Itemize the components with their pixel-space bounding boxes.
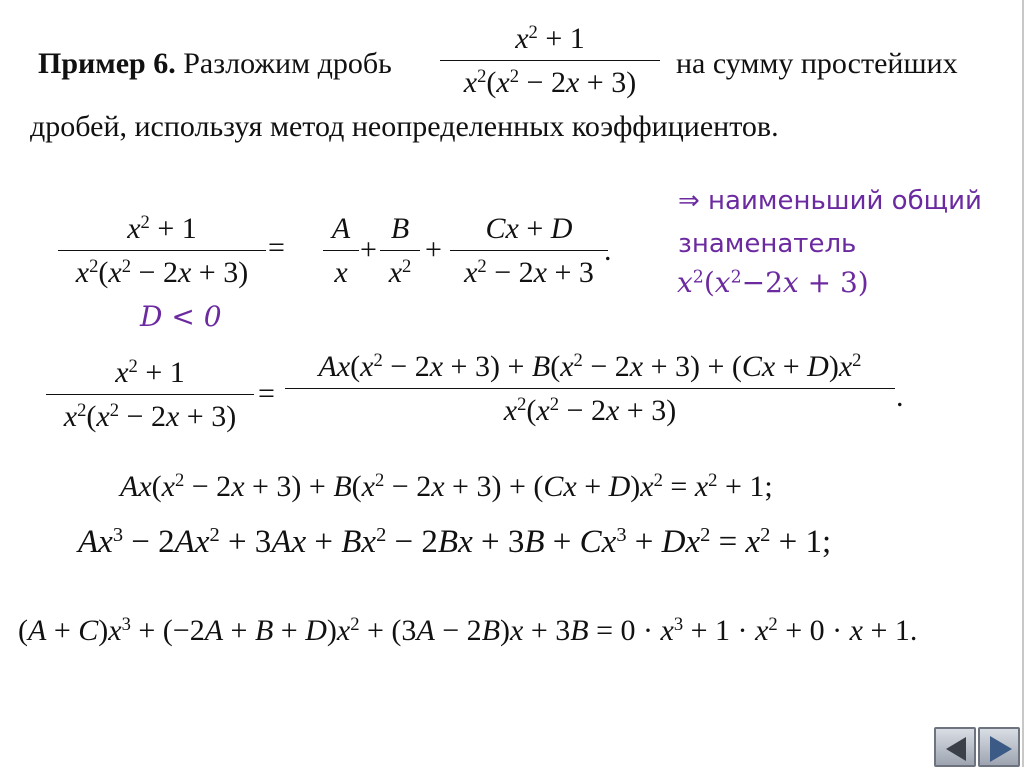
next-slide-button[interactable]	[978, 727, 1020, 767]
discriminant-note: D < 0	[140, 300, 222, 333]
triangle-left-icon	[946, 737, 966, 761]
triangle-right-icon	[990, 736, 1012, 762]
eq4-expanded: $Ax^3 - 2Ax^2 + 3Ax + Bx^2 - 2Bx + 3B + Cx^3 + Dx^2 = x^2 + 1$;	[78, 523, 832, 560]
eq1-fraction-a: A x	[323, 214, 359, 288]
side-note-line-1: ⇒ наименьший общий	[678, 186, 982, 216]
heading-fraction: $x^2 + 1$ $x^2(x^2 - 2x + 3)$	[440, 24, 660, 98]
eq1-period: .	[604, 234, 612, 267]
eq3-numerator-equality: $Ax(x^2 - 2x + 3) + B(x^2 - 2x + 3) + (Cx + D)x^2 = x^2 + 1$;	[120, 469, 773, 503]
eq5-grouped: $(A + C)x^3 + (-2A + B + D)x^2 + (3A - 2B)x + 3B = 0 \cdot x^3 + 1 \cdot x^2 + 0 \cdot x + 1$.	[18, 613, 918, 647]
heading-text-1: Разложим дробь	[183, 47, 392, 80]
eq1-plus-1: +	[360, 233, 377, 266]
example-title	[38, 49, 392, 79]
eq2-period: .	[896, 380, 904, 413]
eq1-fraction-cd: Cx + D $x^2 - 2x + 3$	[450, 214, 608, 288]
side-note-line-2: знаменатель	[678, 229, 857, 259]
eq2-equals: =	[258, 377, 275, 410]
eq1-equals: =	[268, 231, 285, 264]
side-note-denominator: $x^2(x^2-2x + 3)$	[677, 266, 869, 299]
eq1-fraction-b: B $x^2$	[380, 214, 420, 288]
heading-line-2: дробей, используя метод неопределенных коэффициентов.	[30, 110, 779, 143]
example-label: Пример 6.	[38, 47, 176, 80]
eq1-lhs-fraction: $x^2 + 1$ $x^2(x^2 - 2x + 3)$	[58, 214, 266, 288]
heading-text-2: на сумму простейших	[676, 47, 958, 80]
eq1-plus-2: +	[425, 233, 442, 266]
eq2-lhs-fraction: $x^2 + 1$ $x^2(x^2 - 2x + 3)$	[46, 358, 254, 432]
prev-slide-button[interactable]	[934, 727, 976, 767]
eq2-rhs-fraction: $Ax(x^2 - 2x + 3) + B(x^2 - 2x + 3) + (Cx + D)x^2$ $x^2(x^2 - 2x + 3)$	[285, 352, 895, 426]
